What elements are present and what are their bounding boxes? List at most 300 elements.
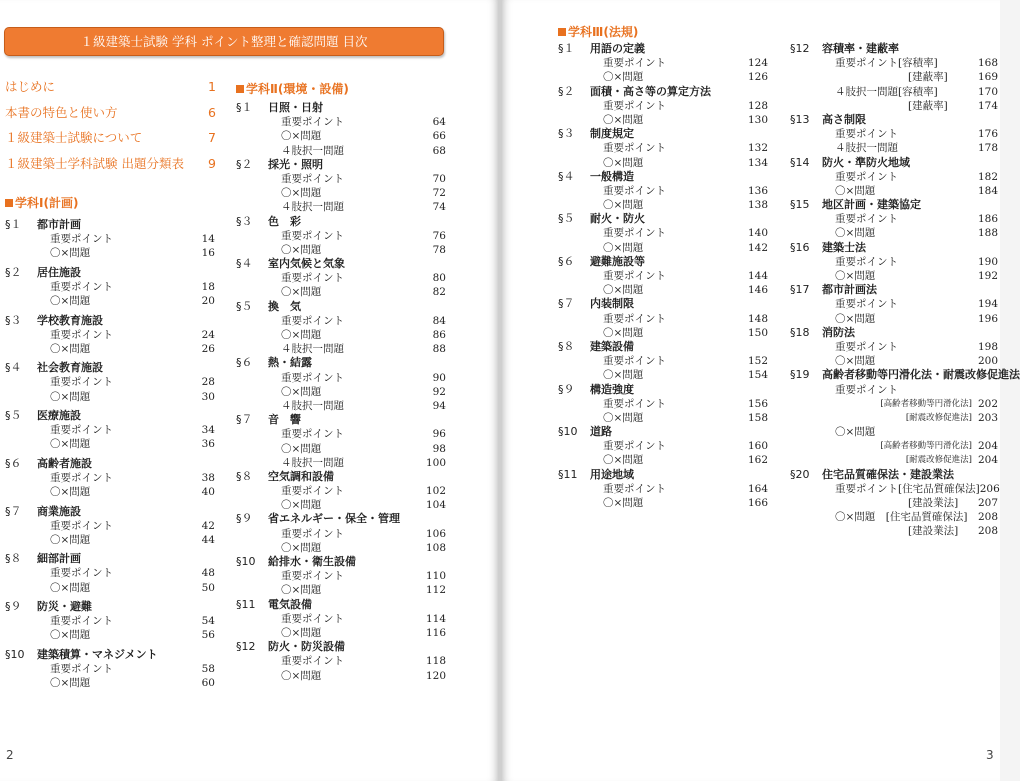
toc-entry (790, 212, 998, 226)
section-title: 都市計画法 (822, 283, 877, 297)
toc-section (558, 212, 768, 226)
section-title: 消防法 (822, 325, 855, 339)
section-number: §13 (790, 112, 810, 126)
toc-entry (5, 581, 215, 595)
entry-page: 80 (432, 272, 446, 285)
entry-page: 204 (977, 440, 998, 453)
entry-label: 〇×問題 (50, 247, 91, 260)
section-title: 建築設備 (590, 339, 634, 353)
toc-entry (236, 498, 446, 512)
entry-label: 〇×問題 [住宅品質確保法] (835, 511, 968, 524)
toc-entry (236, 186, 446, 200)
entry-label: 〇×問題 (603, 199, 644, 212)
entry-label: 〇×問題 (835, 426, 876, 439)
entry-page: 48 (201, 567, 215, 580)
entry-page: 44 (201, 533, 215, 546)
entry-page: 72 (432, 187, 446, 200)
toc-section (236, 640, 446, 654)
section-title: 道路 (590, 425, 612, 439)
entry-page: 140 (747, 227, 768, 240)
toc-section (5, 648, 215, 662)
section-title: 用語の定義 (590, 42, 645, 55)
toc-entry (236, 626, 446, 640)
toc-entry (236, 427, 446, 441)
toc-entry (5, 676, 215, 690)
entry-page: 192 (977, 270, 998, 282)
entry-label: 〇×問題 (50, 486, 91, 499)
entry-label: 〇×問題 (603, 241, 644, 254)
toc-section (5, 218, 215, 232)
left-page-number: 2 (6, 748, 14, 762)
entry-label: 重要ポイント (603, 227, 666, 240)
entry-page: 58 (201, 662, 215, 675)
section-heading (236, 81, 446, 97)
entry-label: 重要ポイント[住宅品質確保法] (835, 482, 980, 495)
toc-entry (558, 99, 768, 113)
toc-section (790, 198, 998, 212)
entry-page: 130 (747, 113, 768, 126)
entry-page: 182 (977, 170, 998, 183)
toc-section (236, 215, 446, 229)
entry-label: 〇×問題 (50, 438, 91, 451)
section-title: 構造強度 (590, 382, 634, 396)
toc-entry (236, 229, 446, 243)
section-number: §２ (5, 265, 22, 279)
toc-section (558, 297, 768, 311)
entry-label: 重要ポイント (50, 519, 113, 532)
section-heading-text: 学科Ⅰ(計画) (15, 196, 79, 210)
entry-label: 〇×問題 (281, 243, 322, 256)
entry-page: 134 (747, 156, 768, 169)
section-number: §20 (790, 467, 810, 481)
entry-label: 重要ポイント (281, 655, 344, 668)
entry-label: [高齢者移動等円滑化法] (880, 398, 972, 409)
entry-page: 196 (977, 312, 998, 325)
toc-entry (790, 99, 998, 113)
toc-section (236, 555, 446, 569)
toc-section (558, 383, 768, 397)
entry-page: 170 (977, 85, 998, 98)
entry-label: [高齢者移動等円滑化法] (880, 441, 972, 452)
toc-entry (236, 612, 446, 626)
intro-label: 本書の特色と使い方 (5, 104, 118, 120)
toc-entry (236, 115, 446, 129)
entry-page: 60 (201, 677, 215, 690)
section-title: 耐火・防火 (590, 212, 645, 226)
column-law-continued (790, 42, 1020, 539)
entry-page: 166 (747, 497, 768, 509)
entry-label: 重要ポイント (603, 142, 666, 155)
section-title: 防災・避難 (37, 600, 92, 613)
toc-entry (5, 280, 215, 294)
toc-section (790, 283, 998, 297)
entry-label: 重要ポイント (603, 99, 666, 112)
section-title: 換 気 (268, 299, 301, 313)
toc-section (5, 409, 215, 423)
entry-page: 96 (432, 428, 446, 441)
toc-entry (5, 342, 215, 356)
entry-page: 36 (201, 438, 215, 451)
entry-page: 142 (747, 241, 768, 254)
toc-entry (558, 368, 768, 382)
entry-label: 〇×問題 (281, 187, 322, 200)
entry-page: 208 (977, 525, 998, 538)
entry-label: 〇×問題 (835, 312, 876, 325)
toc-entry (5, 519, 215, 533)
entry-label: 重要ポイント (603, 184, 666, 197)
entry-page: 186 (977, 213, 998, 226)
section-number: §３ (236, 214, 253, 228)
entry-page: 114 (425, 612, 446, 625)
toc-section (558, 340, 768, 354)
section-title: 細部計画 (37, 552, 81, 566)
entry-page: 66 (432, 130, 446, 143)
column-planning (5, 195, 215, 696)
toc-entry (558, 184, 768, 198)
entry-label: [建蔽率] (908, 99, 948, 112)
toc-entry (5, 390, 215, 404)
toc-section (790, 241, 998, 255)
section-number: §12 (790, 42, 810, 55)
toc-section (558, 42, 768, 56)
toc-entry (236, 442, 446, 456)
entry-label: 重要ポイント (50, 615, 113, 628)
toc-entry (790, 439, 998, 453)
entry-page: 34 (201, 424, 215, 437)
toc-entry (790, 70, 998, 84)
entry-label: 〇×問題 (50, 533, 91, 546)
toc-entry (5, 423, 215, 437)
section-number: §17 (790, 283, 810, 297)
toc-entry (558, 326, 768, 340)
entry-label: 〇×問題 (281, 329, 322, 341)
section-number: §４ (5, 361, 22, 375)
toc-entry (558, 141, 768, 155)
entry-page: 150 (747, 326, 768, 339)
entry-label: 〇×問題 (281, 286, 322, 299)
entry-page: 164 (747, 482, 768, 495)
toc-entry (5, 614, 215, 628)
toc-entry (558, 283, 768, 297)
entry-label: 〇×問題 (281, 385, 322, 398)
toc-entry (790, 127, 998, 141)
entry-page: 26 (201, 342, 215, 355)
toc-entry (236, 172, 446, 186)
toc-section (558, 85, 768, 99)
entry-label: 重要ポイント (50, 328, 113, 341)
toc-entry (558, 56, 768, 70)
toc-section (236, 158, 446, 172)
section-number: §７ (5, 504, 22, 518)
toc-entry (790, 496, 998, 510)
toc-entry (790, 269, 998, 283)
toc-section (790, 368, 1020, 382)
section-title: 面積・高さ等の算定方法 (590, 84, 711, 98)
entry-page: 42 (201, 519, 215, 532)
toc-section (558, 468, 768, 482)
toc-entry (790, 397, 998, 411)
entry-label: 重要ポイント (50, 376, 113, 389)
entry-label: 〇×問題 (281, 669, 322, 682)
right-page-number: 3 (986, 748, 994, 762)
entry-label: 重要ポイント (603, 440, 666, 453)
entry-label: [建蔽率] (908, 71, 948, 84)
toc-entry (790, 184, 998, 198)
section-number: §８ (236, 469, 253, 483)
entry-page: 40 (201, 486, 215, 499)
toc-entry (790, 425, 998, 439)
intro-page: 1 (208, 79, 216, 94)
toc-entry (790, 226, 998, 240)
entry-page: 86 (432, 329, 446, 341)
entry-label: 〇×問題 (603, 71, 644, 84)
section-title: 日照・日射 (268, 101, 323, 114)
section-title: 学校教育施設 (37, 313, 103, 327)
toc-section (790, 326, 998, 340)
entry-page: 204 (977, 454, 998, 467)
entry-label: [耐震改修促進法] (905, 412, 972, 423)
toc-entry (558, 241, 768, 255)
toc-entry (790, 56, 998, 70)
toc-entry (236, 527, 446, 541)
section-number: §８ (558, 339, 575, 353)
section-title: 社会教育施設 (37, 361, 103, 375)
toc-entry (790, 383, 998, 397)
entry-label: 〇×問題 (603, 284, 644, 297)
section-title: 音 響 (268, 413, 301, 427)
section-title: 医療施設 (37, 409, 81, 422)
entry-page: 118 (425, 655, 446, 668)
toc-entry (558, 198, 768, 212)
section-title: 建築士法 (822, 240, 866, 254)
entry-label: 〇×問題 (50, 390, 91, 403)
entry-page: 64 (432, 116, 446, 129)
entry-label: 〇×問題 (603, 113, 644, 126)
toc-entry (790, 340, 998, 354)
entry-label: 〇×問題 (50, 295, 91, 308)
entry-page: 24 (201, 328, 215, 341)
toc-section (558, 255, 768, 269)
entry-label: 重要ポイント (835, 255, 898, 268)
toc-entry (790, 482, 998, 496)
section-number: §２ (558, 84, 575, 98)
toc-section (236, 101, 446, 115)
toc-section (236, 356, 446, 370)
entry-label: [建設業法] (908, 497, 959, 509)
entry-label: 重要ポイント (50, 233, 113, 246)
entry-page: 138 (747, 199, 768, 212)
section-heading-text: 学科Ⅱ(環境・設備) (246, 82, 349, 96)
entry-label: 〇×問題 (603, 454, 644, 467)
entry-page: 28 (201, 376, 215, 389)
entry-page: 156 (747, 397, 768, 410)
entry-page: 16 (201, 247, 215, 260)
entry-label: ４肢択一問題 (281, 456, 344, 469)
section-number: §10 (236, 555, 256, 568)
toc-entry (5, 375, 215, 389)
section-title: 制度規定 (590, 127, 634, 141)
section-number: §４ (558, 169, 575, 183)
section-title: 電気設備 (268, 597, 312, 611)
section-title: 居住施設 (37, 265, 81, 279)
section-number: §２ (236, 157, 253, 171)
entry-label: 重要ポイント (835, 170, 898, 183)
entry-page: 162 (747, 454, 768, 467)
entry-label: 重要ポイント (603, 270, 666, 282)
toc-section (236, 470, 446, 484)
intro-label: １級建築士学科試験 出題分類表 (5, 155, 184, 171)
intro-label: はじめに (5, 79, 56, 94)
entry-page: 168 (977, 57, 998, 70)
section-number: §６ (558, 254, 575, 268)
toc-section (236, 598, 446, 612)
toc-entry (790, 170, 998, 184)
entry-page: 94 (432, 399, 446, 412)
toc-section (790, 42, 998, 56)
entry-label: 〇×問題 (835, 355, 876, 368)
section-title: 室内気候と気象 (268, 257, 345, 271)
toc-entry (236, 385, 446, 399)
entry-page: 68 (432, 144, 446, 157)
toc-entry (558, 113, 768, 127)
section-heading (5, 195, 215, 211)
entry-page: 38 (201, 471, 215, 484)
entry-page: 152 (747, 355, 768, 368)
section-title: 色 彩 (268, 214, 301, 228)
section-title: 採光・照明 (268, 157, 323, 171)
toc-entry (236, 129, 446, 143)
entry-label: 重要ポイント (603, 312, 666, 325)
section-title: 高齢者移動等円滑化法・耐震改修促進法 (822, 368, 1020, 382)
entry-page: 56 (201, 629, 215, 642)
entry-label: 〇×問題 (835, 270, 876, 282)
entry-page: 203 (977, 411, 998, 424)
toc-entry (236, 456, 446, 470)
section-number: §９ (236, 512, 253, 526)
entry-page: 112 (425, 584, 446, 597)
toc-section (236, 300, 446, 314)
entry-page: 190 (977, 255, 998, 268)
toc-entry (236, 285, 446, 299)
section-title: 空気調和設備 (268, 469, 334, 483)
entry-page: 110 (425, 570, 446, 583)
entry-page: 76 (432, 229, 446, 242)
section-title: 内装制限 (590, 297, 634, 311)
section-title: 避難施設等 (590, 254, 645, 268)
entry-label: 重要ポイント (835, 383, 898, 396)
entry-label: 重要ポイント (603, 57, 666, 70)
entry-page: 120 (425, 669, 446, 682)
entry-label: 重要ポイント (281, 229, 344, 242)
toc-section (5, 361, 215, 375)
intro-item (5, 105, 216, 131)
section-number: §１ (5, 218, 22, 231)
toc-section (558, 170, 768, 184)
entry-label: 重要ポイント (281, 116, 344, 129)
section-number: §５ (5, 409, 22, 422)
toc-entry (790, 411, 998, 425)
entry-label: 重要ポイント (281, 428, 344, 441)
toc-section (790, 468, 998, 482)
entry-page: 154 (747, 369, 768, 382)
toc-entry (5, 437, 215, 451)
section-number: §11 (558, 467, 578, 481)
section-title: 一般構造 (590, 169, 634, 183)
section-number: §８ (5, 552, 22, 566)
toc-entry (236, 583, 446, 597)
entry-label: 重要ポイント (603, 397, 666, 410)
entry-page: 102 (425, 485, 446, 498)
section-number: §９ (5, 600, 22, 613)
entry-page: 202 (977, 397, 998, 410)
toc-section (236, 512, 446, 526)
section-number: §15 (790, 198, 810, 212)
section-title: 防火・防災設備 (268, 640, 345, 654)
section-title: 地区計画・建築協定 (822, 198, 921, 212)
toc-section (558, 127, 768, 141)
column-law (558, 24, 768, 510)
entry-label: 〇×問題 (603, 411, 644, 424)
toc-entry (5, 328, 215, 342)
intro-item (5, 130, 216, 156)
entry-label: ４肢択一問題 (281, 343, 344, 356)
entry-label: 重要ポイント (50, 567, 113, 580)
toc-section (5, 266, 215, 280)
toc-entry (558, 453, 768, 467)
toc-entry (236, 144, 446, 158)
toc-section (5, 600, 215, 614)
section-number: §７ (558, 297, 575, 311)
toc-entry (790, 141, 998, 155)
section-number: §４ (236, 257, 253, 271)
square-bullet-icon (236, 85, 244, 93)
entry-label: 重要ポイント (835, 128, 898, 141)
entry-label: 重要ポイント (50, 424, 113, 437)
toc-entry (790, 85, 998, 99)
entry-label: 〇×問題 (281, 442, 322, 455)
entry-page: 104 (425, 499, 446, 512)
toc-entry (236, 243, 446, 257)
entry-page: 116 (425, 626, 446, 639)
toc-section (5, 552, 215, 566)
entry-page: 54 (201, 615, 215, 628)
entry-label: 〇×問題 (835, 227, 876, 240)
entry-label: 重要ポイント (50, 471, 113, 484)
toc-section (790, 113, 998, 127)
entry-label: 〇×問題 (50, 629, 91, 642)
entry-page: 106 (425, 527, 446, 540)
section-title: 高齢者施設 (37, 456, 92, 470)
section-title: 高さ制限 (822, 112, 866, 126)
section-title: 防火・準防火地域 (822, 155, 910, 169)
entry-label: 〇×問題 (603, 326, 644, 339)
entry-page: 82 (432, 286, 446, 299)
entry-page: 206 (979, 482, 1000, 495)
section-number: §16 (790, 240, 810, 254)
section-title: 熱・結露 (268, 356, 312, 370)
entry-label: 〇×問題 (50, 677, 91, 690)
intro-item (5, 156, 216, 182)
entry-label: 〇×問題 (603, 497, 644, 509)
section-number: §12 (236, 640, 256, 654)
section-title: 住宅品質確保法・建設業法 (822, 467, 954, 481)
toc-entry (558, 226, 768, 240)
toc-entry (558, 312, 768, 326)
entry-page: 176 (977, 128, 998, 141)
intro-list (5, 79, 216, 181)
entry-page: 70 (432, 172, 446, 185)
entry-page: 146 (747, 284, 768, 297)
